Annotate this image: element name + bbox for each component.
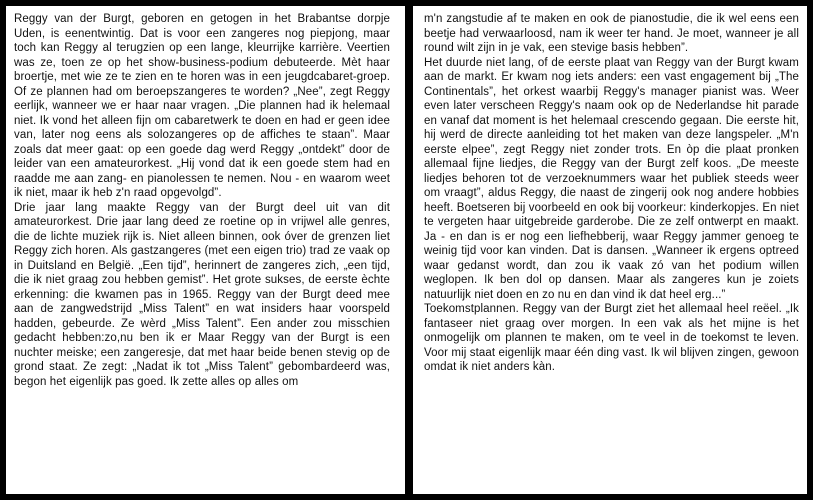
paragraph: Toekomstplannen. Reggy van der Burgt ziet het allemaal heel reëel. „Ik fantaseer niet graag over morgen. In een vak als het mijne is het onmogelijk om plannen te maken, om te veel in de toekomst te leven. Voor mij staat eigenlijk maar één ding vast. Ik wil blijven zingen, gewoon omdat ik niet anders kàn. [424, 303, 799, 373]
left-text-column [6, 6, 398, 494]
paragraph: Drie jaar lang maakte Reggy van der Burgt deel uit van dit amateurorkest. Drie jaar lang deed ze roetine op in vrijwel alle genres, die de lichte muziek rijk is. Niet alleen binnen, ook óver de grenzen liet Reggy zich horen. Als gastzangeres (met een eigen trio) trad ze vaak op in Duitsland en België. „Een tijd”, herinnert de zangeres zich, „een tijd, die ik niet graag zou hebben gemist”. Het grote sukses, de eerste èchte erkenning: die kwamen pas in 1965. Reggy van der Burgt deed mee aan de zangwedstrijd „Miss Talent” en wat insiders haar voorspeld hadden, gebeurde. Ze wèrd „Miss Talent”. Een ander zou misschien gedacht hebben:zo,nu ben ik er Maar Reggy van der Burgt is een nuchter meiske; een zangeresje, dat met haar beide benen stevig op de grond staat. Ze zegt: „Nadat ik tot „Miss Talent” gebombardeerd was, begon het eigenlijk pas goed. Ik zette alles op alles om [14, 201, 390, 388]
column-divider [405, 6, 413, 494]
paragraph: Het duurde niet lang, of de eerste plaat van Reggy van der Burgt kwam aan de markt. Er kwam nog iets anders: een vast engagement bij „The Continentals”, het orkest waarbij Reggy's manager pianist was. Weer even later verscheen Reggy's naam ook op de Nederlandse hit parade en vanaf dat moment is het helemaal crescendo gegaan. Die eerste hit, hij werd de directe aanleiding tot het maken van deze langspeler. „M'n eerste elpee”, zegt Reggy niet zonder trots. En òp die plaat pronken allemaal fijne liedjes, die Reggy van der Burgt zelf koos. „De meeste liedjes behoren tot de verzoeknummers waar het publiek steeds weer om vraagt”, aldus Reggy, die naast de zingerij ook nog andere hobbies heeft. Boetseren bij voorbeeld en ook bij voorkeur: kinderkopjes. En niet te vergeten haar uitgebreide garderobe. Die ze zelf ontwerpt en maakt. Ja - en dan is er nog een liefhebberij, waar Reggy jammer genoeg te weinig tijd voor kan vinden. Dat is dansen. „Wanneer ik ergens optreed waar gedanst wordt, dan zou ik vaak zó van het podium willen weglopen. Ik ben dol op dansen. Maar als zangeres kun je zoiets natuurlijk niet doen en zo nu en dan vind ik dat heel erg...” [424, 56, 799, 301]
right-text-column [420, 6, 807, 494]
paragraph: Reggy van der Burgt, geboren en getogen in het Brabantse dorpje Uden, is eenentwintig. Dat is voor een zangeres nog piepjong, maar toch kan Reggy al terugzien op een lange, kleurrijke karrière. Veertien was ze, toen ze op het show-business-podium debuteerde. Mèt haar broertje, met wie ze te zien en te horen was in een jeugdcabaret-groep. Of ze plannen had om beroepszangeres te worden? „Nee”, zegt Reggy eerlijk, wanneer we er haar naar vragen. „Die plannen had ik helemaal niet. Ik vond het alleen fijn om cabaretwerk te doen en had er geen idee van, later nog eens als solozangeres op de affiches te staan”. Maar zoals dat meer gaat: op een goede dag werd Reggy „ontdekt” door de leider van een amateurorkest. „Hij vond dat ik een goede stem had en raadde me aan zang- en pianolessen te nemen. Nou - en waarom weet ik niet, maar ik heb z'n raad opgevolgd”. [14, 13, 390, 199]
paragraph: m'n zangstudie af te maken en ook de pianostudie, die ik wel eens een beetje had verwaarloosd, nam ik weer ter hand. Je moet, wanneer je all round wilt zijn in je vak, een stevige basis hebben”. [424, 13, 799, 54]
liner-notes-page [6, 6, 807, 494]
